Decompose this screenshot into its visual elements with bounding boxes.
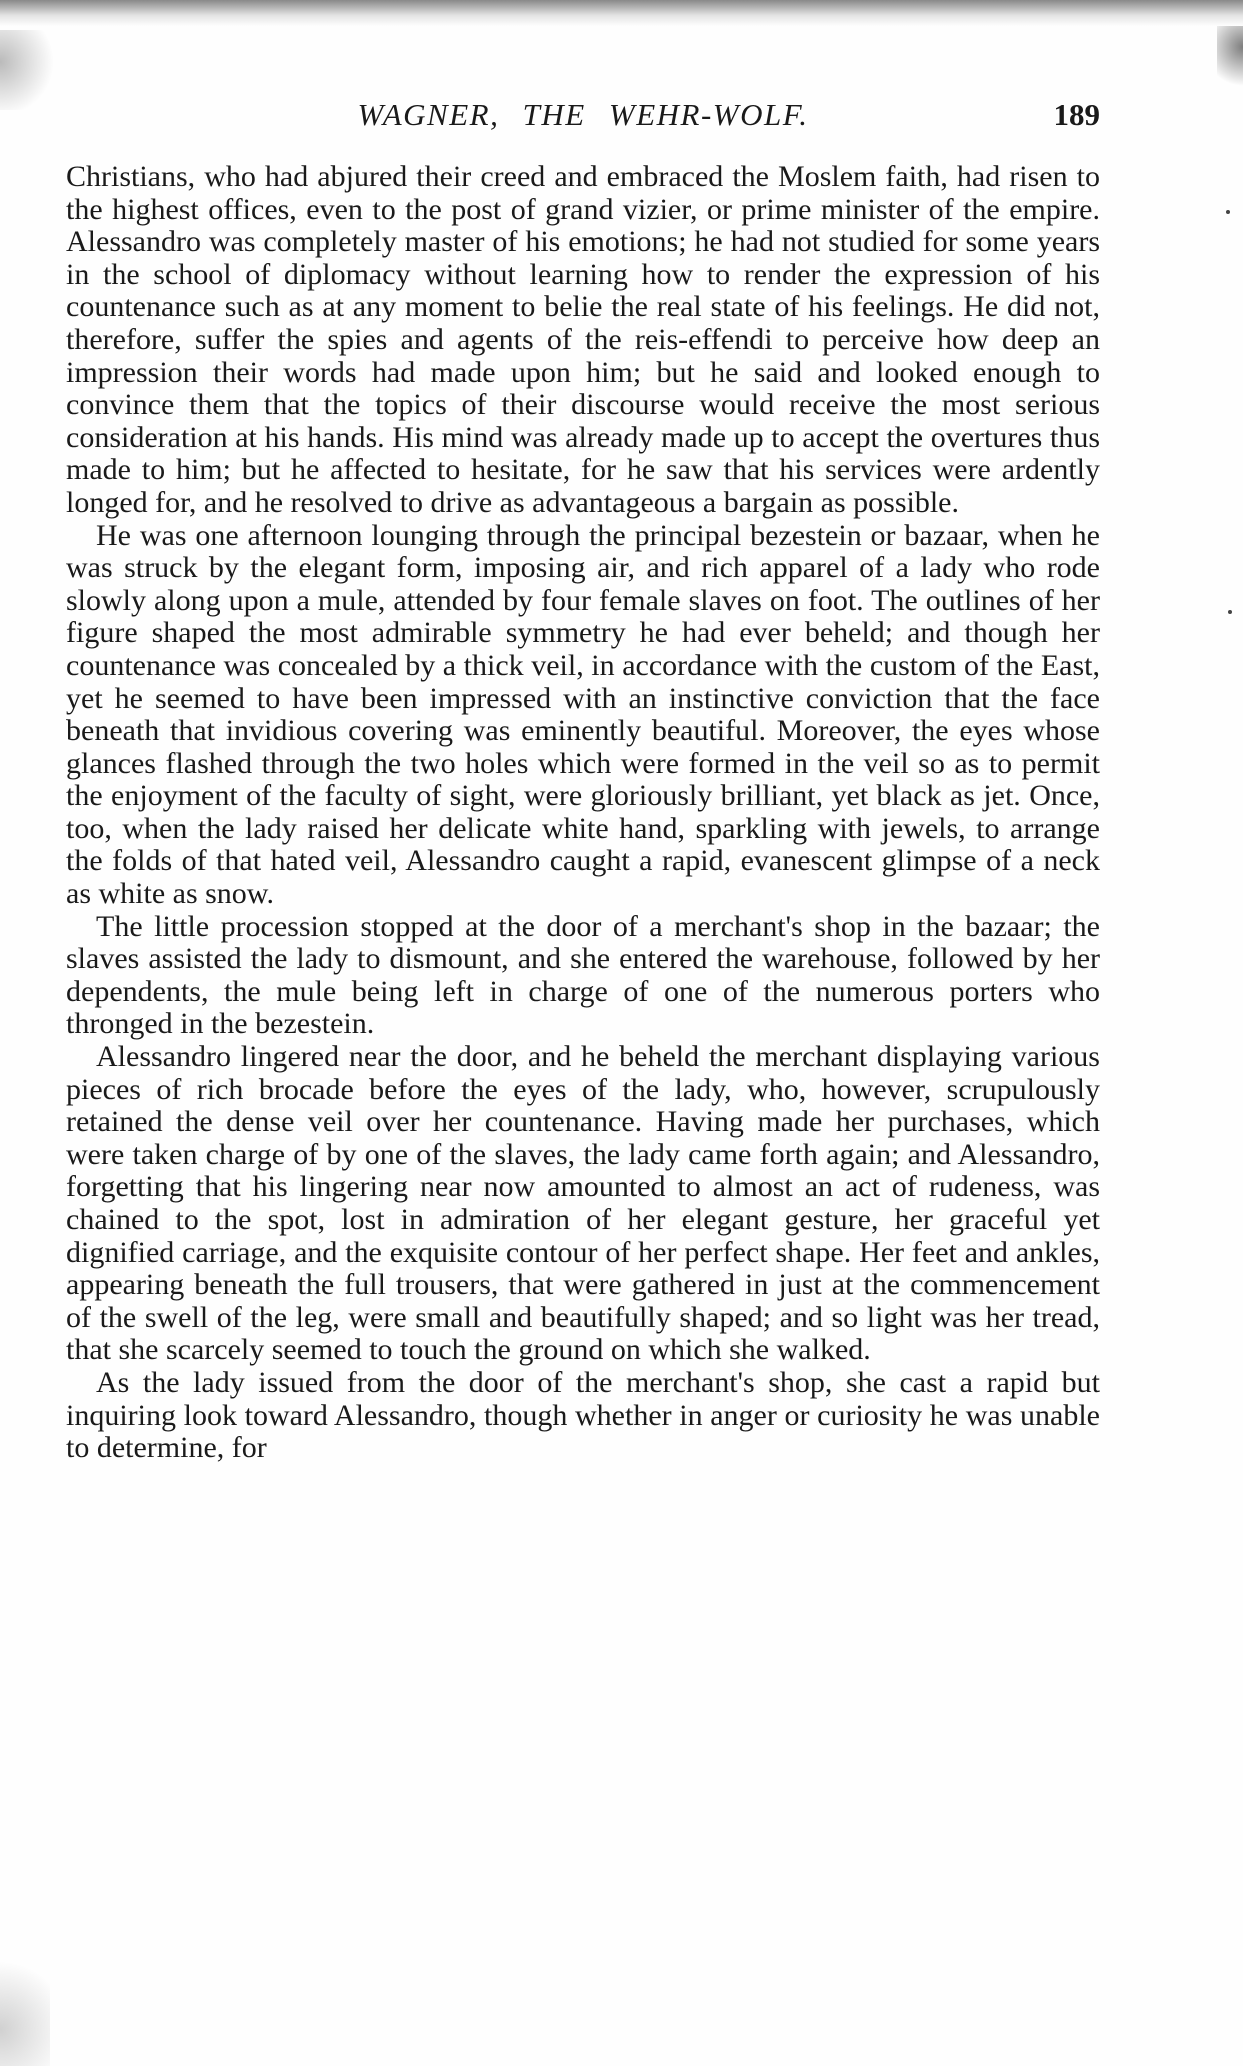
scan-corner-stain [0, 1946, 50, 2066]
running-head: WAGNER, THE WEHR-WOLF. [357, 97, 809, 132]
paragraph: Alessandro lingered near the door, and he beheld the merchant displaying various pieces of rich brocade before the eyes of the lady, who, however, scrupulously retained the dense veil over her countenance. Having made her purchases, which were taken charge of by one of the slaves, the lady came forth again; and Alessandro, forgetting that his lingering near now amounted to almost an act of rudeness, was chained to the spot, lost in admiration of her elegant gesture, her graceful yet dignified carriage, and the exquisite contour of her perfect shape. Her feet and ankles, appearing beneath the full trousers, that were gathered in just at the commencement of the swell of the leg, were small and beautifully shaped; and so light was her tread, that she scarcely seemed to touch the ground on which she walked. [66, 1040, 1100, 1367]
paragraph: As the lady issued from the door of the merchant's shop, she cast a rapid but inquiring look toward Alessandro, though whether in anger or curiosity he was unable to determine, for [66, 1365, 1100, 1465]
margin-speck [1228, 610, 1232, 614]
scan-edge-shadow [0, 0, 1243, 26]
scan-corner-stain [1217, 26, 1243, 96]
page-number: 189 [1053, 97, 1100, 132]
paragraph: The little procession stopped at the door of a merchant's shop in the bazaar; the slaves assisted the lady to dismount, and she entered the warehouse, followed by her dependents, the mule being left in charge of one of the numerous porters who thronged in the bezestein. [66, 909, 1100, 1041]
body-text [66, 161, 1100, 1465]
scan-corner-stain [0, 30, 60, 110]
margin-speck [1226, 210, 1230, 214]
paragraph: Christians, who had abjured their creed and embraced the Moslem faith, had risen to the highest offices, even to the post of grand vizier, or prime minister of the empire. Alessandro was completely master of his emotions; he had not studied for some years in the school of diplomacy without learning how to render the expression of his countenance such as at any moment to belie the real state of his feelings. He did not, therefore, suffer the spies and agents of the reis-effendi to perceive how deep an impression their words had made upon him; but he said and looked enough to convince them that the topics of their discourse would receive the most serious consideration at his hands. His mind was already made up to accept the overtures thus made to him; but he affected to hesitate, for he saw that his services were ardently longed for, and he resolved to drive as advantageous a bargain as possible. [66, 160, 1100, 519]
page-header [66, 92, 1100, 138]
paragraph: He was one afternoon lounging through the principal bezestein or bazaar, when he was struck by the elegant form, imposing air, and rich apparel of a lady who rode slowly along upon a mule, attended by four female slaves on foot. The outlines of her figure shaped the most admirable symmetry he had ever beheld; and though her countenance was concealed by a thick veil, in accordance with the custom of the East, yet he seemed to have been impressed with an instinctive conviction that the face beneath that invidious covering was eminently beautiful. Moreover, the eyes whose glances flashed through the two holes which were formed in the veil so as to permit the enjoyment of the faculty of sight, were gloriously brilliant, yet black as jet. Once, too, when the lady raised her delicate white hand, sparkling with jewels, to arrange the folds of that hated veil, Alessandro caught a rapid, evanescent glimpse of a neck as white as snow. [66, 518, 1100, 911]
